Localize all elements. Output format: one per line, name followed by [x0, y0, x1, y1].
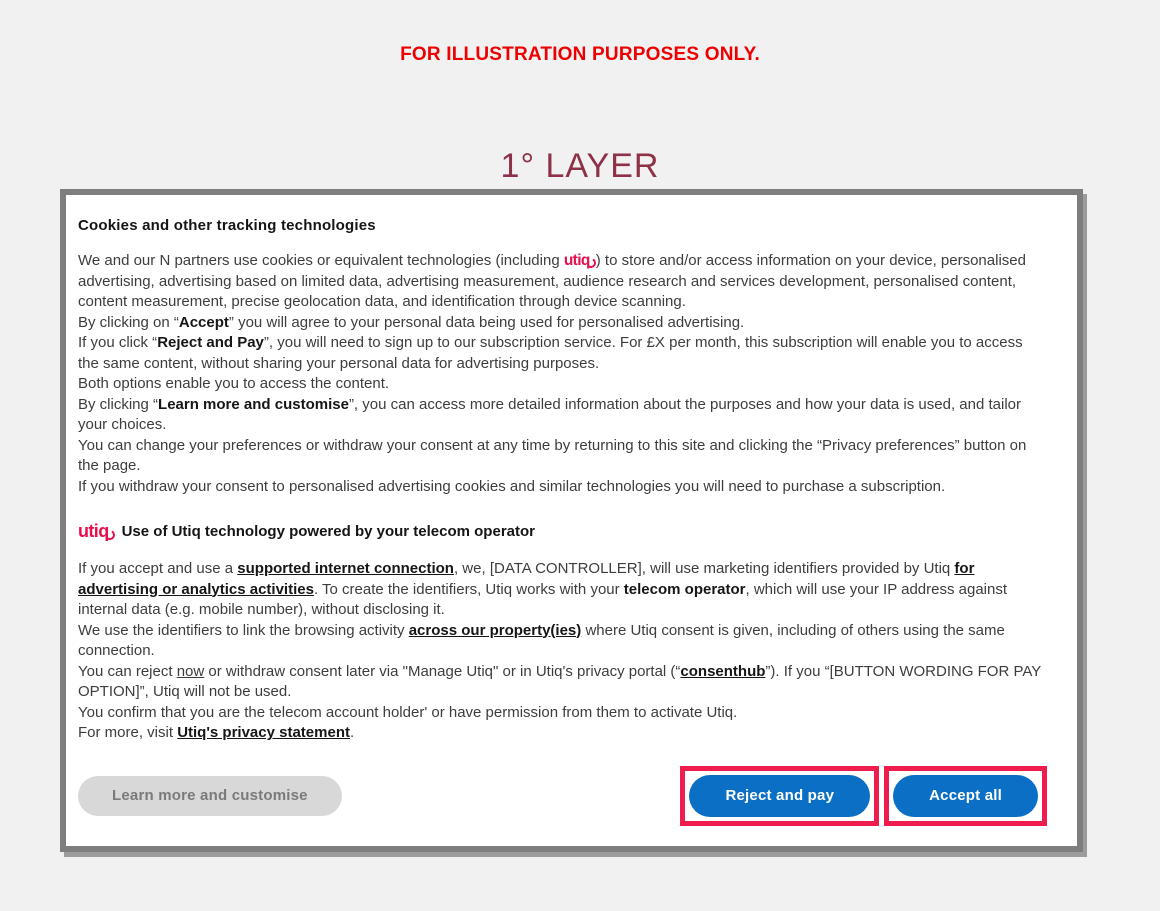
reject-highlight-box	[680, 766, 879, 826]
text-segment: where Utiq consent is given, including of others using the same connection.	[78, 621, 1005, 659]
illustration-note: FOR ILLUSTRATION PURPOSES ONLY.	[400, 44, 760, 65]
text-segment: for advertising or analytics activities	[78, 560, 975, 598]
text-segment: For more, visit	[78, 724, 178, 741]
paragraph	[78, 251, 1047, 313]
text-segment: ”). If you “[BUTTON WORDING FOR PAY OPTION]”, Utiq will not be used.	[78, 662, 1041, 700]
text-segment: , which will use your IP address against internal data (e.g. mobile number), without disclosing it.	[78, 580, 1008, 618]
text-segment: We and our N partners use cookies or equivalent technologies (including	[78, 252, 564, 269]
paragraph	[78, 333, 1047, 374]
paragraph	[78, 559, 1047, 621]
text-segment: Utiq's privacy statement	[177, 724, 350, 741]
button-row	[78, 766, 1047, 826]
dialog-title: Cookies and other tracking technologies	[78, 217, 376, 234]
text-segment: or withdraw consent later via "Manage Utiq" or in Utiq's privacy portal (“	[204, 662, 681, 680]
paragraph	[78, 703, 1047, 724]
text-segment: ” you will agree to your personal data being used for personalised advertising.	[228, 313, 745, 331]
utiq-heading-text: Use of Utiq technology powered by your telecom operator	[121, 523, 535, 540]
paragraph	[78, 723, 1047, 744]
paragraph	[78, 436, 1047, 477]
text-segment: If you withdraw your consent to personalised advertising cookies and similar technologies you will need to purchase a subscription.	[78, 477, 946, 495]
text-segment: consenthub	[680, 662, 766, 680]
text-segment: ) to store and/or access information on your device, personalised advertising, advertising based on limited data, advertising measurement, audience research and services development, personalised content, content measurement, precise geolocation data, and identification through device scanning.	[78, 252, 1026, 310]
utiq-section-heading	[78, 521, 1047, 542]
text-segment: . To create the identifiers, Utiq works with your	[313, 580, 624, 598]
paragraph	[78, 662, 1047, 703]
layer-title: 1° LAYER	[500, 147, 660, 185]
text-segment: ”, you will need to sign up to our subscription service. For £X per month, this subscription will enable you to access the same content, without sharing your personal data for advertising purposes.	[78, 334, 1023, 372]
text-segment: We use the identifiers to link the browsing activity	[78, 621, 409, 639]
text-segment: Learn more and customise	[158, 395, 349, 413]
paragraph	[78, 313, 1047, 334]
text-segment: You can change your preferences or withdraw your consent at any time by returning to this site and clicking the “Privacy preferences” button on the page.	[78, 436, 1027, 474]
text-segment: Reject and Pay	[157, 334, 264, 351]
text-segment: across our property(ies)	[408, 621, 582, 639]
utiq-paragraphs	[78, 559, 1047, 744]
learn-more-and-customise-button[interactable]: Learn more and customise	[78, 776, 342, 816]
paragraph	[78, 477, 1047, 498]
text-segment: now	[176, 662, 205, 680]
text-segment: Accept	[178, 313, 229, 331]
paragraph	[78, 395, 1047, 436]
utiq-logo-icon: utiq	[78, 521, 115, 542]
text-segment: By clicking on “	[78, 313, 179, 331]
paragraph	[78, 374, 1047, 395]
text-segment: You confirm that you are the telecom account holder' or have permission from them to activate Utiq.	[78, 703, 738, 721]
text-segment: If you click “	[78, 334, 158, 351]
text-segment: , we, [DATA CONTROLLER], will use marketing identifiers provided by Utiq	[453, 560, 955, 577]
accept-all-button[interactable]: Accept all	[893, 775, 1038, 817]
utiq-logo-icon: utiq	[564, 252, 596, 269]
text-segment: By clicking “	[78, 395, 159, 413]
paragraph	[78, 621, 1047, 662]
intro-paragraphs	[78, 251, 1047, 497]
text-segment: You can reject	[78, 662, 177, 680]
cookie-consent-dialog	[60, 189, 1083, 852]
reject-and-pay-button[interactable]: Reject and pay	[689, 775, 870, 817]
text-segment: telecom operator	[623, 580, 746, 598]
text-segment: ”, you can access more detailed information about the purposes and how your data is used, and tailor your choices.	[78, 395, 1022, 433]
text-segment: If you accept and use a	[78, 560, 238, 577]
text-segment: supported internet connection	[237, 560, 454, 577]
accept-highlight-box	[884, 766, 1047, 826]
text-segment: Both options enable you to access the content.	[78, 375, 390, 392]
text-segment: .	[349, 724, 355, 741]
